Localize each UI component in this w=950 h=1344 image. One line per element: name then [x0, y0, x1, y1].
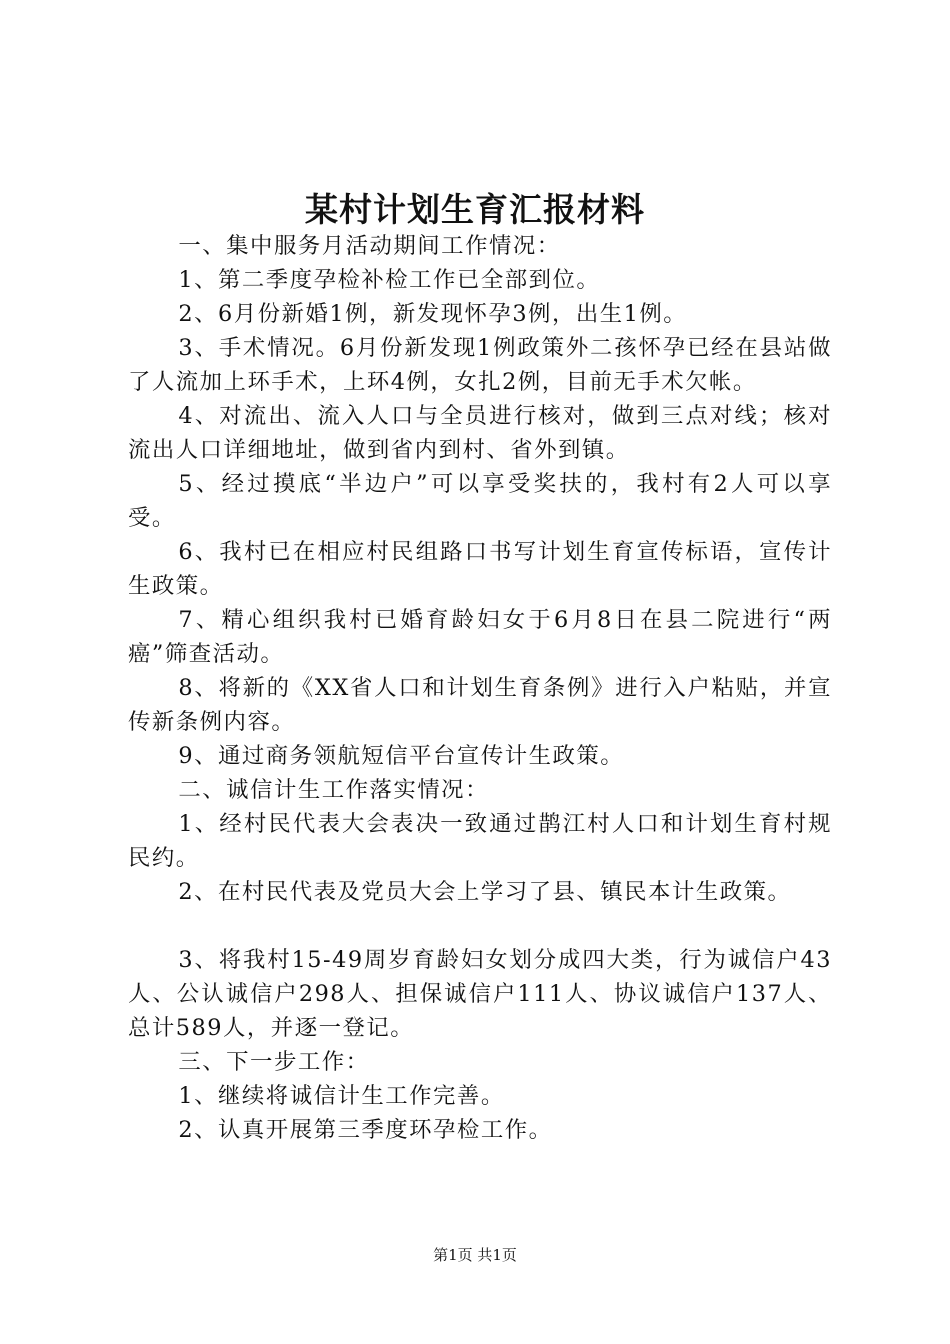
paragraph-item: 7、精心组织我村已婚育龄妇女于6月8日在县二院进行“两癌”筛查活动。	[128, 607, 832, 667]
section-heading-3: 三、下一步工作：	[178, 1049, 370, 1075]
paragraph-item: 3、将我村15-49周岁育龄妇女划分成四大类，行为诚信户43人、公认诚信户298人、担保诚信户111人、协议诚信户137人、总计589人，并逐一登记。	[128, 947, 832, 1041]
blank-line	[128, 909, 832, 943]
page-number-footer: 第1页 共1页	[433, 1246, 517, 1264]
document-title: 某村计划生育汇报材料	[305, 190, 645, 229]
document-body	[128, 229, 832, 1147]
section-heading-1: 一、集中服务月活动期间工作情况：	[178, 233, 561, 259]
paragraph-item: 8、将新的《XX省人口和计划生育条例》进行入户粘贴，并宣传新条例内容。	[128, 675, 832, 735]
paragraph-item: 4、对流出、流入人口与全员进行核对，做到三点对线；核对流出人口详细地址，做到省内到村、省外到镇。	[128, 403, 832, 463]
paragraph-item: 5、经过摸底“半边户”可以享受奖扶的，我村有2人可以享受。	[128, 471, 832, 531]
paragraph-item: 1、经村民代表大会表决一致通过鹊江村人口和计划生育村规民约。	[128, 811, 832, 871]
paragraph-item: 2、在村民代表及党员大会上学习了县、镇民本计生政策。	[178, 879, 792, 905]
section-heading-2: 二、诚信计生工作落实情况：	[178, 777, 489, 803]
paragraph-item: 2、6月份新婚1例，新发现怀孕3例，出生1例。	[178, 301, 688, 327]
paragraph-item: 1、第二季度孕检补检工作已全部到位。	[178, 267, 601, 293]
paragraph-item: 2、认真开展第三季度环孕检工作。	[178, 1117, 553, 1143]
paragraph-item: 1、继续将诚信计生工作完善。	[178, 1083, 505, 1109]
paragraph-item: 9、通过商务领航短信平台宣传计生政策。	[178, 743, 625, 769]
paragraph-item: 3、手术情况。6月份新发现1例政策外二孩怀孕已经在县站做了人流加上环手术，上环4例，女扎2例，目前无手术欠帐。	[128, 335, 832, 395]
paragraph-item: 6、我村已在相应村民组路口书写计划生育宣传标语，宣传计生政策。	[128, 539, 832, 599]
